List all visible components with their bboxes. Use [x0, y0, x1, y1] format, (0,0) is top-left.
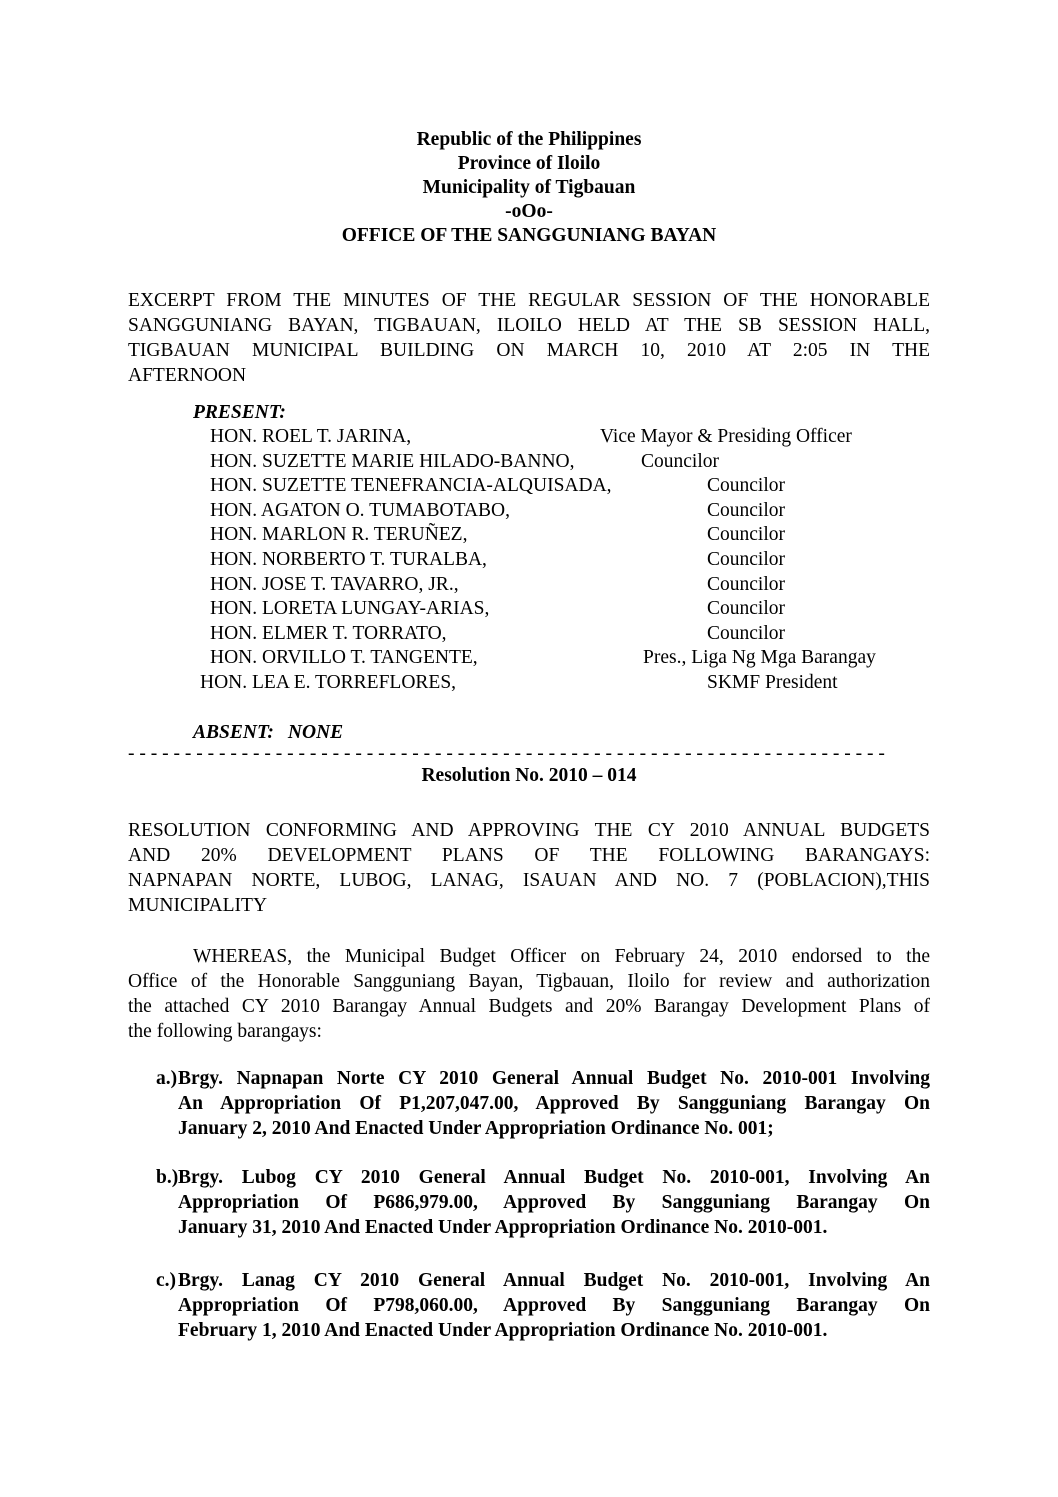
- member-name: HON. MARLON R. TERUÑEZ,: [210, 524, 468, 546]
- present-member-row: [128, 499, 930, 524]
- whereas-paragraph: [128, 944, 930, 1044]
- member-role: SKMF President: [707, 671, 838, 693]
- present-member-row: [128, 474, 930, 499]
- member-role: Pres., Liga Ng Mga Barangay: [643, 647, 876, 669]
- resolution-title-line: AND 20% DEVELOPMENT PLANS OF THE FOLLOWING BARANGAYS:: [128, 844, 930, 866]
- absent-value: NONE: [287, 721, 344, 743]
- present-member-row: [128, 597, 930, 622]
- present-label: PRESENT:: [193, 402, 286, 423]
- whereas-line: the attached CY 2010 Barangay Annual Budgets and 20% Barangay Development Plans of: [128, 995, 930, 1017]
- member-name: HON. SUZETTE TENEFRANCIA-ALQUISADA,: [210, 475, 612, 497]
- whereas-line: Office of the Honorable Sangguniang Bayan, Tigbauan, Iloilo for review and authorization: [128, 970, 930, 992]
- item-line: An Appropriation Of P1,207,047.00, Approved By Sangguniang Barangay On: [178, 1092, 930, 1114]
- present-member-list: [128, 425, 930, 696]
- header-line-ooo: -oOo-: [505, 201, 553, 222]
- present-member-row: [128, 450, 930, 475]
- member-name: HON. ORVILLO T. TANGENTE,: [210, 647, 478, 669]
- member-name: HON. LEA E. TORREFLORES,: [200, 671, 457, 693]
- budget-item-a: [156, 1066, 930, 1141]
- present-member-row: [128, 425, 930, 450]
- member-name: HON. AGATON O. TUMABOTABO,: [210, 499, 510, 521]
- present-member-row: [128, 622, 930, 647]
- member-role: Councilor: [707, 598, 785, 620]
- resolution-number: Resolution No. 2010 – 014: [421, 764, 637, 786]
- absent-row: [128, 720, 930, 745]
- member-name: HON. NORBERTO T. TURALBA,: [210, 548, 487, 570]
- excerpt-line: EXCERPT FROM THE MINUTES OF THE REGULAR SESSION OF THE HONORABLE: [128, 290, 930, 311]
- item-label: a.): [156, 1067, 178, 1089]
- excerpt-line: AFTERNOON: [128, 365, 247, 386]
- member-name: HON. ROEL T. JARINA,: [210, 426, 412, 447]
- member-role: Vice Mayor & Presiding Officer: [600, 426, 852, 447]
- member-role: Councilor: [641, 450, 719, 472]
- document-header: [128, 128, 930, 248]
- resolution-title-paragraph: [128, 818, 930, 918]
- item-line: Brgy. Lubog CY 2010 General Annual Budget No. 2010-001, Involving An: [178, 1166, 930, 1188]
- member-role: Councilor: [707, 548, 785, 570]
- present-member-row: [128, 548, 930, 573]
- whereas-line: the following barangays:: [128, 1020, 322, 1042]
- member-name: HON. ELMER T. TORRATO,: [210, 622, 447, 644]
- present-member-row: [128, 523, 930, 548]
- member-role: Councilor: [707, 573, 785, 595]
- item-line: Brgy. Lanag CY 2010 General Annual Budget No. 2010-001, Involving An: [178, 1269, 930, 1291]
- excerpt-line: SANGGUNIANG BAYAN, TIGBAUAN, ILOILO HELD AT THE SB SESSION HALL,: [128, 315, 930, 336]
- member-role: Councilor: [707, 499, 785, 521]
- absent-label: ABSENT:: [193, 721, 274, 743]
- present-member-row: [128, 573, 930, 598]
- budget-item-b: [156, 1165, 930, 1240]
- resolution-title-line: MUNICIPALITY: [128, 894, 268, 916]
- item-label: b.): [156, 1166, 179, 1188]
- item-line: February 1, 2010 And Enacted Under Appropriation Ordinance No. 2010-001.: [178, 1319, 828, 1341]
- member-name: HON. JOSE T. TAVARRO, JR.,: [210, 573, 459, 595]
- member-name: HON. LORETA LUNGAY-ARIAS,: [210, 598, 490, 620]
- item-line: January 31, 2010 And Enacted Under Appropriation Ordinance No. 2010-001.: [178, 1216, 828, 1238]
- excerpt-line: TIGBAUAN MUNICIPAL BUILDING ON MARCH 10, 2010 AT 2:05 IN THE: [128, 340, 930, 361]
- item-line: Brgy. Napnapan Norte CY 2010 General Annual Budget No. 2010-001 Involving: [178, 1067, 930, 1089]
- present-member-row: [128, 671, 930, 696]
- member-role: Councilor: [707, 475, 785, 497]
- member-role: Councilor: [707, 622, 785, 644]
- excerpt-paragraph: [128, 288, 930, 388]
- present-member-row: [128, 646, 930, 671]
- member-name: HON. SUZETTE MARIE HILADO-BANNO,: [210, 450, 575, 472]
- dashed-separator: - - - - - - - - - - - - - - - - - - - - - - - - - - - - - - - - - - - - - - - - - - - - - - - - - - - - - - - - - - - - - - - - - - -: [128, 744, 885, 763]
- resolution-title-line: NAPNAPAN NORTE, LUBOG, LANAG, ISAUAN AND NO. 7 (POBLACION),THIS: [128, 869, 930, 891]
- item-line: Appropriation Of P686,979.00, Approved By Sangguniang Barangay On: [178, 1191, 930, 1213]
- header-line-republic: Republic of the Philippines: [416, 129, 642, 150]
- whereas-line: WHEREAS, the Municipal Budget Officer on February 24, 2010 endorsed to the: [193, 945, 930, 967]
- item-label: c.): [156, 1269, 177, 1291]
- header-line-province: Province of Iloilo: [457, 153, 601, 174]
- item-line: Appropriation Of P798,060.00, Approved By Sangguniang Barangay On: [178, 1294, 930, 1316]
- header-line-office: OFFICE OF THE SANGGUNIANG BAYAN: [341, 225, 717, 246]
- budget-item-c: [156, 1268, 930, 1343]
- member-role: Councilor: [707, 524, 785, 546]
- resolution-title-line: RESOLUTION CONFORMING AND APPROVING THE CY 2010 ANNUAL BUDGETS: [128, 819, 930, 841]
- header-line-municipality: Municipality of Tigbauan: [422, 177, 636, 198]
- item-line: January 2, 2010 And Enacted Under Appropriation Ordinance No. 001;: [178, 1117, 774, 1139]
